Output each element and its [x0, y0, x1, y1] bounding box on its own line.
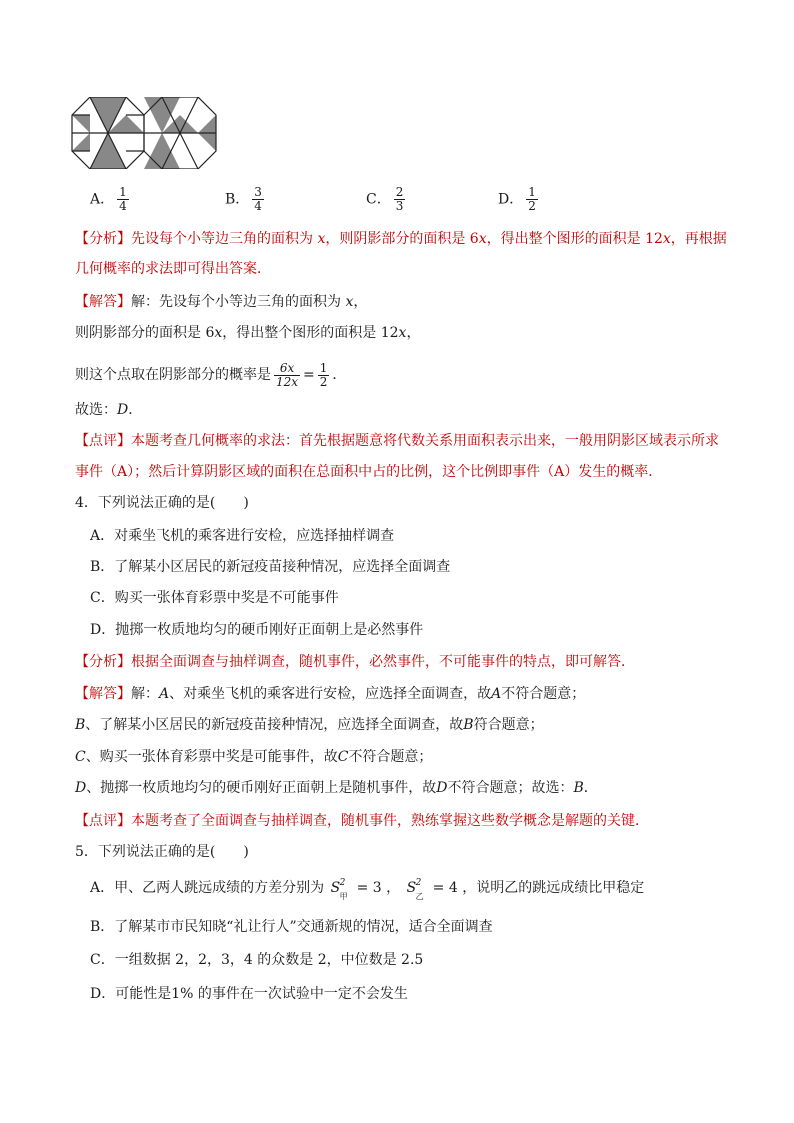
q4-comment: 【点评】本题考查了全面调查与抽样调查，随机事件，熟练掌握这些数学概念是解题的关键． [75, 813, 649, 829]
q4-answer-line2: B、了解某小区居民的新冠疫苗接种情况，应选择全面调查，故B符合题意； [75, 717, 544, 733]
q3-choice: 故选：D． [75, 402, 143, 418]
q5-option-c: C．一组数据 2，2，3，4 的众数是 2，中位数是 2.5 [90, 952, 424, 968]
q5-option-a: A．甲、乙两人跳远成绩的方差分别为 S 2 甲 = 3 ， S 2 乙 = 4 ，说明乙的跳远成绩比甲稳定 [90, 878, 645, 901]
comment-tag: 【点评】 [75, 433, 131, 449]
shaded-triangle [72, 133, 90, 151]
q4-analysis: 【分析】根据全面调查与抽样调查，随机事件，必然事件，不可能事件的特点，即可解答． [75, 654, 635, 670]
q3-option-b: B． $\frac{3}{4}$ [225, 185, 262, 213]
hexagon-triangle-figure [71, 97, 221, 169]
q3-analysis-line1: 【分析】先设每个小等边三角的面积为 x，则阴影部分的面积是 6x，得出整个图形的面积是 12x，再根据 [75, 231, 727, 247]
q4-option-c: C．购买一张体育彩票中奖是不可能事件 [90, 590, 339, 606]
shaded-triangle [72, 115, 90, 133]
q3-comment-line1: 【点评】本题考查几何概率的求法：首先根据题意将代数关系用面积表示出来，一般用阴影区域表示所求 [75, 433, 719, 449]
q4-option-a: A．对乘坐飞机的乘客进行安检，应选择抽样调查 [90, 528, 395, 544]
shaded-triangle [144, 133, 180, 169]
q4-answer-line1: 【解答】解：A、对乘坐飞机的乘客进行安检，应选择全面调查，故A不符合题意； [75, 686, 586, 702]
answer-tag: 【解答】 [75, 686, 131, 702]
q3-comment-line2: 事件（A）；然后计算阴影区域的面积在总面积中占的比例，这个比例即事件（A）发生的概率． [75, 464, 663, 480]
q4-option-b: B．了解某小区居民的新冠疫苗接种情况，应选择全面调查 [90, 559, 451, 575]
q3-answer-line2: 则阴影部分的面积是 6x，得出整个图形的面积是 12x， [75, 325, 421, 341]
q3-analysis-line2: 几何概率的求法即可得出答案． [75, 261, 271, 277]
q3-answer-line3: 则这个点取在阴影部分的概率是 $\frac{6x}{12x}$ = $\frac{1}{2}$ ． [75, 360, 347, 389]
analysis-tag: 【分析】 [75, 231, 131, 247]
q4-option-d: D．抛掷一枚质地均匀的硬币刚好正面朝上是必然事件 [90, 622, 424, 638]
answer-tag: 【解答】 [75, 294, 131, 310]
analysis-tag: 【分析】 [75, 654, 131, 670]
shaded-triangle [90, 133, 126, 169]
q4-stem: 4．下列说法正确的是( ) [75, 495, 249, 511]
q5-stem: 5．下列说法正确的是( ) [75, 844, 249, 860]
q3-option-c: C． $\frac{2}{3}$ [366, 185, 404, 213]
q5-option-d: D．可能性是1% 的事件在一次试验中一定不会发生 [90, 986, 408, 1002]
q3-answer-line1: 【解答】解：先设每个小等边三角的面积为 x， [75, 294, 368, 310]
q3-option-a: A． $\frac{1}{4}$ [90, 185, 127, 213]
q3-option-d: D． $\frac{1}{2}$ [498, 185, 536, 213]
comment-tag: 【点评】 [75, 813, 131, 829]
q4-answer-line3: C、购买一张体育彩票中奖是可能事件，故C不符合题意； [75, 749, 433, 765]
q4-answer-line4: D、抛掷一枚质地均匀的硬币刚好正面朝上是随机事件，故D不符合题意；故选：B． [75, 780, 598, 796]
q5-option-b: B．了解某市市民知晓“礼让行人”交通新规的情况，适合全面调查 [90, 919, 493, 935]
